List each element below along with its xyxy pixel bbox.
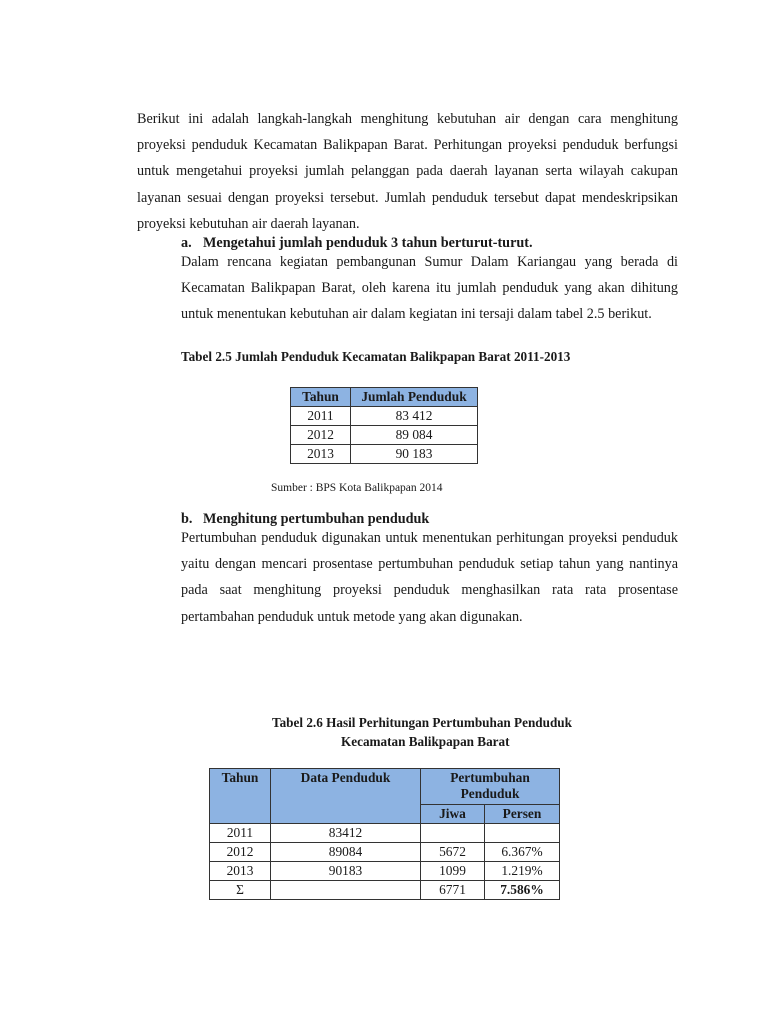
table-cell: 2012 (210, 843, 271, 862)
table-cell: 6.367% (485, 843, 560, 862)
table-header: Persen (485, 805, 560, 824)
table-cell: 83 412 (351, 407, 478, 426)
table-cell: 2011 (291, 407, 351, 426)
section-a-marker: a. (181, 235, 192, 251)
table-cell: 1.219% (485, 862, 560, 881)
table-header: Tahun (291, 388, 351, 407)
table-header (421, 769, 560, 805)
table2-caption-line1: Tabel 2.6 Hasil Perhitungan Pertumbuhan Penduduk (272, 715, 572, 730)
population-table (290, 387, 478, 464)
table-cell: 90 183 (351, 445, 478, 464)
section-b-marker: b. (181, 511, 193, 527)
table-header: Jumlah Penduduk (351, 388, 478, 407)
table-cell: 2013 (210, 862, 271, 881)
table1-source: Sumber : BPS Kota Balikpapan 2014 (271, 482, 443, 494)
table-total-row (210, 881, 560, 900)
table-cell: 2013 (291, 445, 351, 464)
table-cell: 83412 (271, 824, 421, 843)
table-cell (421, 824, 485, 843)
table-cell: 89084 (271, 843, 421, 862)
table-cell: 2011 (210, 824, 271, 843)
table-header: Jiwa (421, 805, 485, 824)
table-row (210, 843, 560, 862)
table-cell (271, 881, 421, 900)
table-cell (485, 824, 560, 843)
table-cell: 90183 (271, 862, 421, 881)
table-header: Tahun (210, 769, 271, 824)
table-cell: 5672 (421, 843, 485, 862)
table-cell: 89 084 (351, 426, 478, 445)
table-cell: 6771 (421, 881, 485, 900)
table-row (210, 862, 560, 881)
section-b-body: Pertumbuhan penduduk digunakan untuk menentukan perhitungan proyeksi penduduk yaitu dengan mencari prosentase pertumbuhan penduduk setiap tahun yang nantinya pada saat menghitung proyeksi penduduk menghasilkan rata rata prosentase pertambahan penduduk untuk metode yang akan digunakan. (181, 530, 678, 625)
table-header-row (291, 388, 478, 407)
table1-caption: Tabel 2.5 Jumlah Penduduk Kecamatan Balikpapan Barat 2011-2013 (181, 349, 571, 364)
sigma-symbol: Σ (210, 881, 271, 900)
growth-header-label: Pertumbuhan Penduduk (450, 770, 530, 801)
table-cell: 2012 (291, 426, 351, 445)
table-cell: 7.586% (485, 881, 560, 900)
section-a-body: Dalam rencana kegiatan pembangunan Sumur Dalam Kariangau yang berada di Kecamatan Balikpapan Barat, oleh karena itu jumlah penduduk yang akan dihitung untuk menentukan kebutuhan air dalam kegiatan ini tersaji dalam tabel 2.5 berikut. (181, 254, 678, 323)
table-header: Data Penduduk (271, 769, 421, 824)
growth-table (209, 768, 560, 900)
table-row (210, 824, 560, 843)
intro-paragraph: Berikut ini adalah langkah-langkah menghitung kebutuhan air dengan cara menghitung proyeksi penduduk Kecamatan Balikpapan Barat. Perhitungan proyeksi penduduk berfungsi untuk mengetahui proyeksi jumlah pelanggan pada daerah layanan serta wilayah cakupan layanan sesuai dengan proyeksi tersebut. Jumlah penduduk tersebut dapat mendeskripsikan proyeksi kebutuhan air daerah layanan. (137, 111, 678, 232)
table-row (291, 407, 478, 426)
table-header-row (210, 769, 560, 805)
table2-caption-line2: Kecamatan Balikpapan Barat (341, 734, 510, 749)
table-cell: 1099 (421, 862, 485, 881)
section-b-title: Menghitung pertumbuhan penduduk (203, 511, 430, 527)
table-row (291, 445, 478, 464)
table-row (291, 426, 478, 445)
section-a-title: Mengetahui jumlah penduduk 3 tahun berturut-turut. (203, 235, 533, 251)
